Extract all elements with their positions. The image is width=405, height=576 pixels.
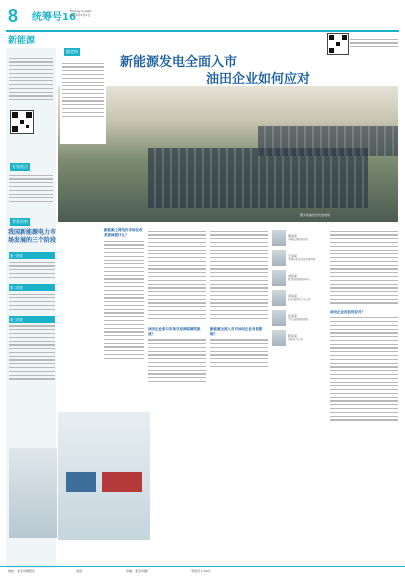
expert-card: 周某某 中国石油规划总院 (272, 230, 324, 246)
qr-code (327, 33, 349, 55)
expert-list (272, 230, 324, 350)
phase-label: 第一阶段 (9, 252, 55, 259)
sidebar-box-label: 背景资料 (12, 219, 28, 224)
sidebar-text (9, 55, 53, 103)
expert-card: 陈某某 油田电力公司 (272, 330, 324, 346)
photo-caption: 图为某油田光伏发电场 (300, 213, 331, 217)
pull-quote: 新能源上网电价市场化改革意味着什么？ (104, 228, 143, 237)
section-label: 新能源 (8, 36, 36, 46)
expert-card: 王某某 中国石化经济技术研究院 (272, 250, 324, 266)
qr-code (10, 110, 34, 134)
expert-card: 李某某 长庆油田电力分公司 (272, 290, 324, 306)
pull-quote: 油田企业参与市场交易面临哪些挑战？ (148, 326, 201, 336)
phase-label: 第三阶段 (9, 316, 55, 323)
expert-card: 刘某某 胜利油田新能源中心 (272, 270, 324, 286)
hero-photo (58, 86, 398, 222)
brand-subtitle: Energy Insight 2024年2月4日 (70, 9, 92, 17)
divider (6, 30, 399, 32)
footer-price: 零售价 1.00元 (190, 569, 211, 573)
sidebar-tag: 专家视点 (12, 164, 28, 169)
phase-label: 第二阶段 (9, 284, 55, 291)
brand-title: 统筹号16 (32, 12, 76, 23)
pull-quote: 油田企业应如何应对？ (330, 309, 365, 314)
pull-quote: 新能源全面入市对油田企业有何影响？ (210, 326, 263, 336)
footer-address: 地址：北京市朝阳区 (8, 569, 36, 573)
qr-caption (350, 36, 398, 50)
headline-line2: 油田企业如何应对 (206, 72, 311, 87)
photo-control-room (9, 448, 57, 538)
expert-card: 张某某 大庆油田新能源部 (272, 310, 324, 326)
lead-text: 编者按 (60, 50, 106, 144)
page-number: 8 (8, 6, 19, 26)
phase-list (9, 252, 55, 382)
sidebar-commentary (9, 172, 53, 205)
sidebar-box-title: 我国新能源电力市场发展的三个阶段 (8, 229, 57, 244)
footer-phone: 电话： (75, 569, 85, 573)
footer-printer: 印刷：北京印刷厂 (125, 569, 150, 573)
headline-line1: 新能源发电全面入市 (120, 55, 238, 70)
